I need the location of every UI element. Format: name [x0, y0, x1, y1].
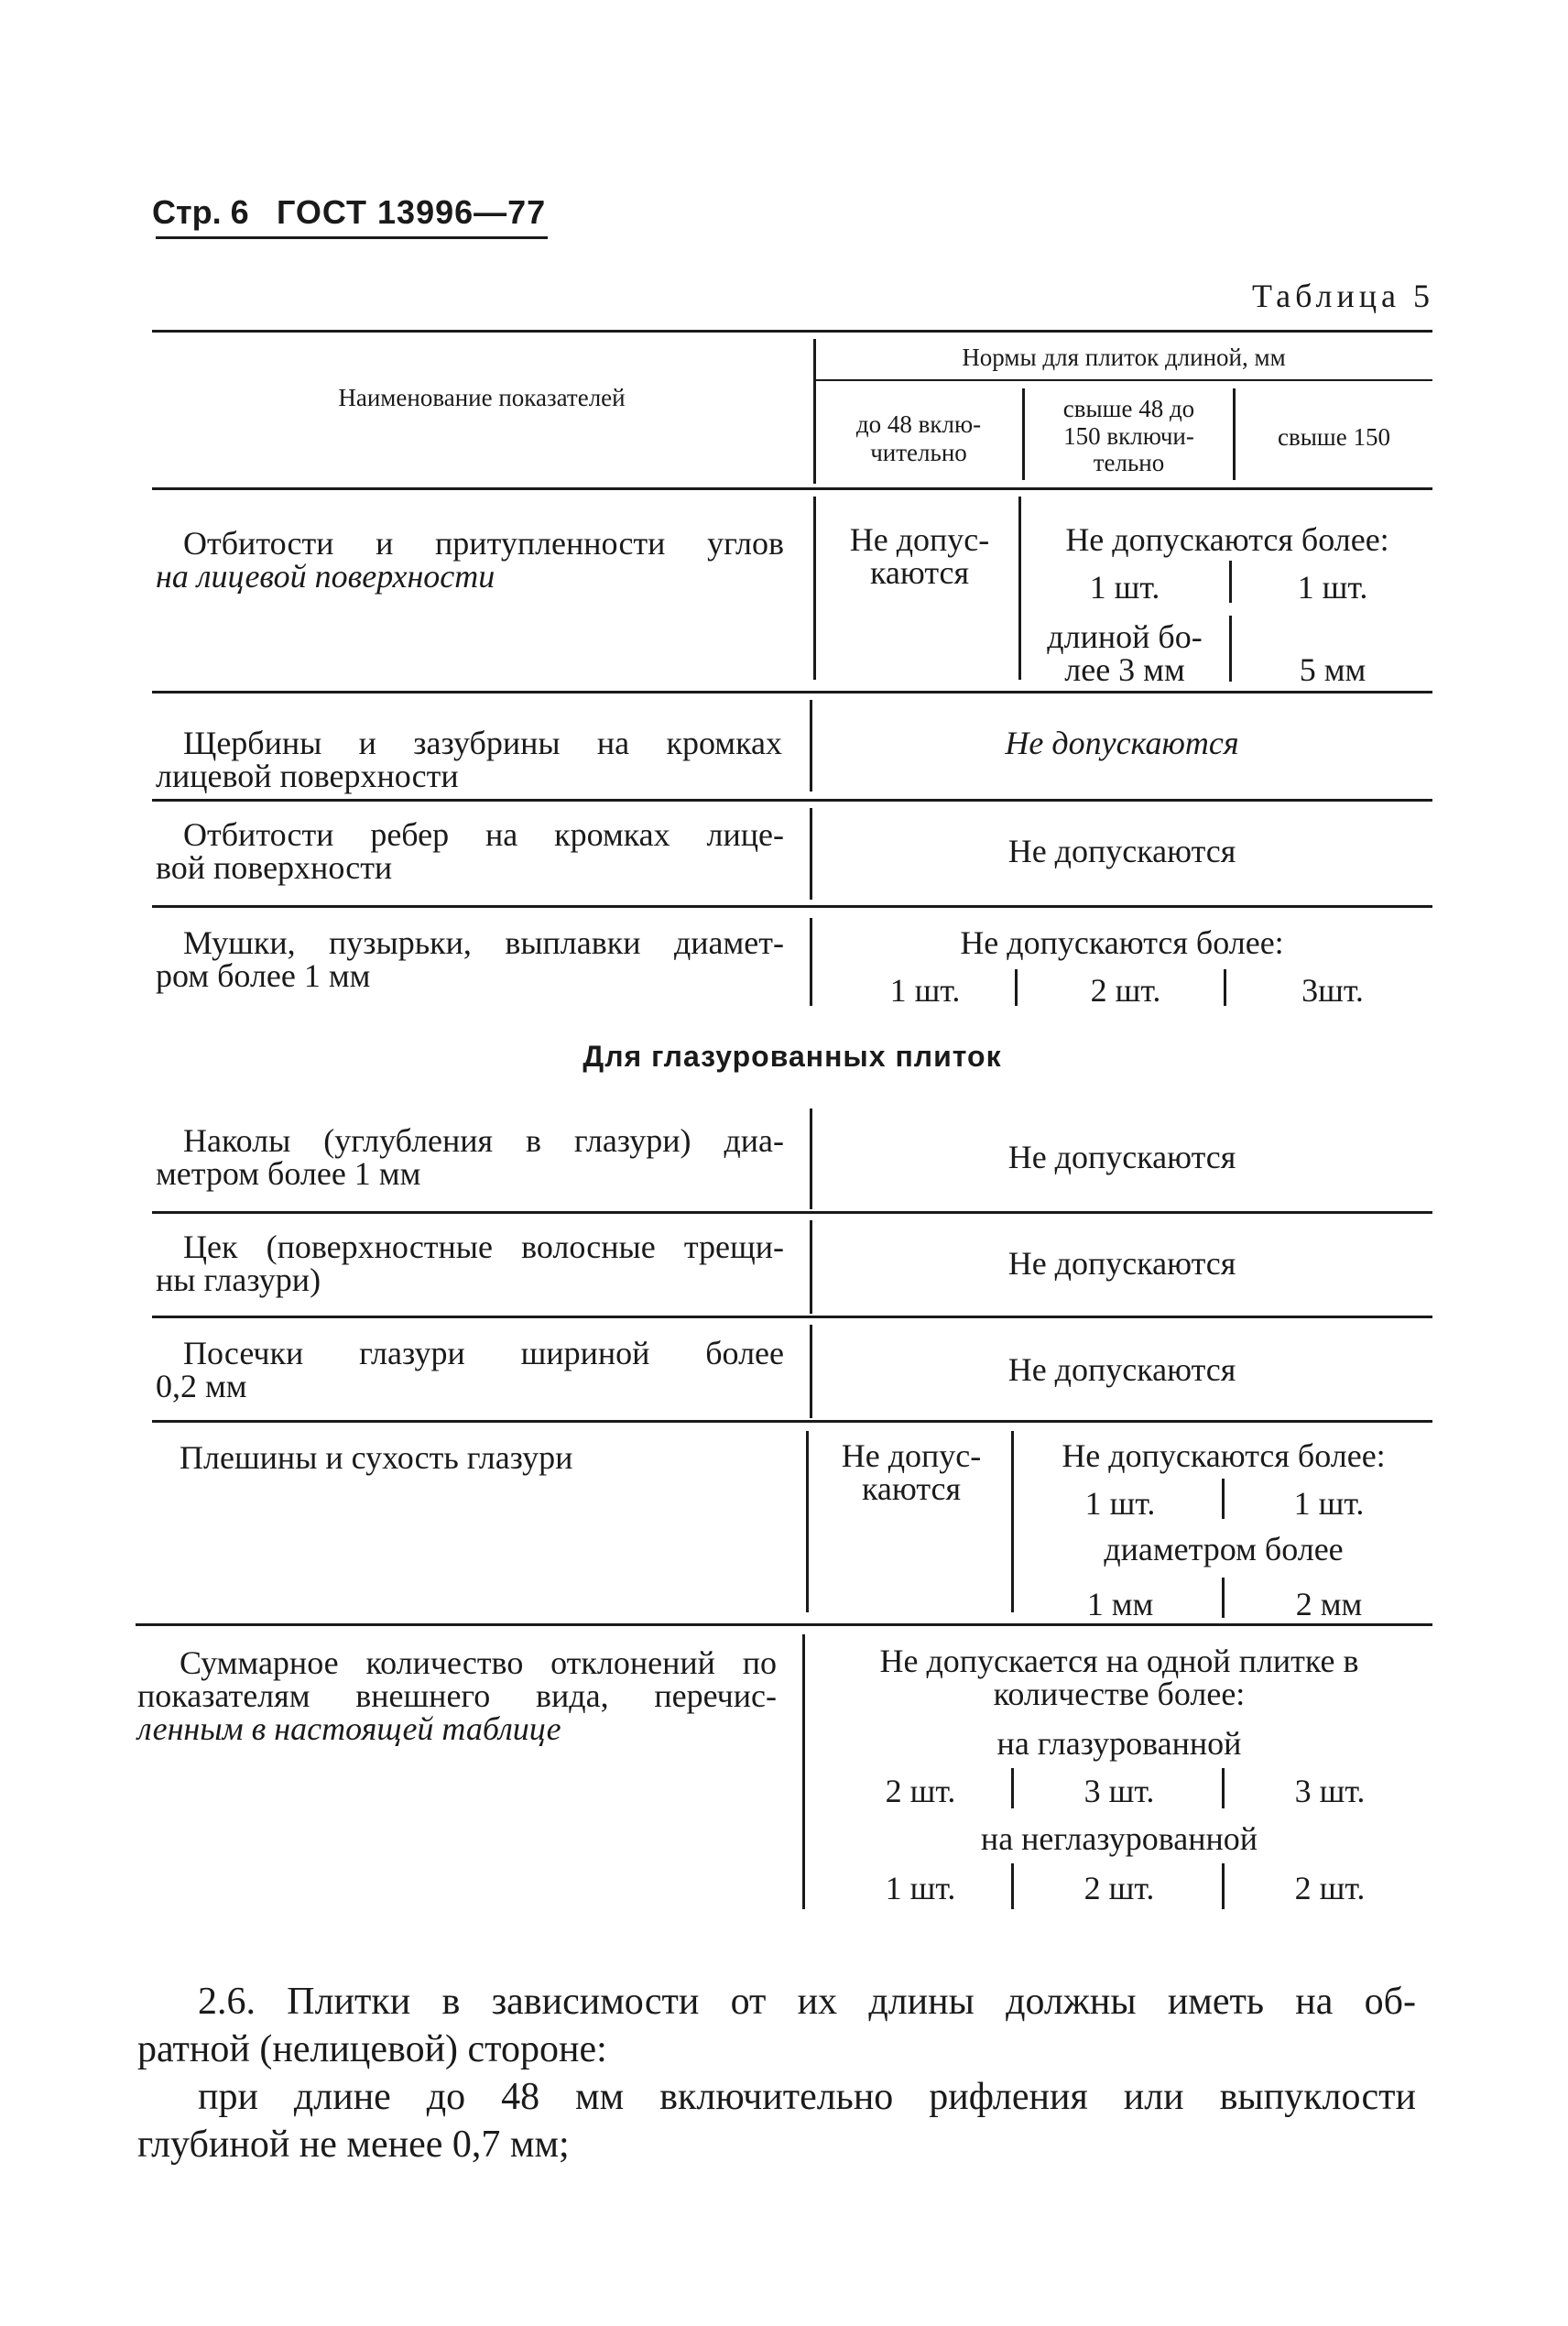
row-value: Не допускаются	[1007, 1351, 1236, 1388]
row-value: 1 шт.	[889, 972, 961, 1009]
row-name: ленным в настоящей таблице	[137, 1710, 561, 1747]
row-value: Не допус-	[849, 521, 990, 558]
row-value: 2 шт.	[1083, 1870, 1155, 1906]
row-divider	[1229, 616, 1232, 682]
row-value: 2 шт.	[1090, 972, 1161, 1009]
row-value: на неглазурованной	[980, 1820, 1258, 1857]
row-value: каются	[861, 1470, 962, 1507]
row-value: Не допус-	[841, 1437, 982, 1474]
row-value: 2 шт.	[885, 1773, 956, 1809]
row-divider	[1011, 1768, 1014, 1808]
row-rule	[136, 1623, 1432, 1626]
row-value: 1 шт.	[1089, 569, 1160, 606]
row-value: 1 шт.	[1293, 1485, 1365, 1522]
row-value: 1 шт.	[885, 1870, 956, 1906]
row-name: Цек (поверхностные волосные трещи-	[183, 1229, 784, 1265]
row-divider	[1222, 1479, 1225, 1519]
row-divider	[1222, 1768, 1225, 1808]
row-value: 1 шт.	[1297, 569, 1368, 606]
row-rule	[152, 1420, 1432, 1423]
table-top-rule	[152, 330, 1432, 333]
row-name: лицевой поверхности	[156, 758, 459, 794]
header-underline	[156, 236, 548, 239]
row-value: длиной бо-	[1047, 618, 1203, 655]
row-value: лее 3 мм	[1064, 651, 1185, 688]
row-divider	[1015, 969, 1018, 1006]
row-divider	[1229, 561, 1232, 603]
page-number: Стр. 6	[152, 193, 249, 231]
row-value: Не допускаются	[1005, 725, 1239, 761]
paragraph-line: 2.6. Плитки в зависимости от их длины должны иметь на об-	[198, 1981, 1416, 2023]
row-value: количестве более:	[993, 1676, 1246, 1712]
paragraph-line: ратной (нелицевой) стороне:	[137, 2028, 607, 2070]
section-heading: Для глазурованных плиток	[583, 1040, 1002, 1073]
row-value: Не допускаются более:	[1062, 1437, 1386, 1474]
row-value: 3 шт.	[1294, 1773, 1366, 1809]
row-name: Щербины и зазубрины на кромках	[183, 725, 782, 761]
row-name: Отбитости ребер на кромках лице-	[183, 816, 784, 853]
row-name: Суммарное количество отклонений по	[180, 1644, 777, 1681]
row-rule	[152, 1211, 1432, 1214]
col3-header: свыше 150	[1278, 423, 1390, 451]
col1-header: до 48 вклю- чительно	[855, 410, 982, 467]
row-divider	[1222, 1863, 1225, 1909]
row-divider	[1222, 1578, 1225, 1618]
row-name: ны глазури)	[156, 1261, 321, 1298]
row-name: метром более 1 мм	[156, 1155, 421, 1192]
row-divider	[1018, 497, 1021, 680]
row-name: 0,2 мм	[156, 1368, 247, 1404]
row-value: Не допускаются	[1007, 833, 1236, 869]
row-name: вой поверхности	[156, 849, 393, 886]
row-value: на глазурованной	[996, 1725, 1242, 1762]
row-value: Не допускаются более:	[960, 924, 1284, 961]
row-value: 3шт.	[1301, 972, 1364, 1009]
row-value: Не допускаются более:	[1065, 521, 1389, 558]
table-caption: Таблица 5	[1252, 278, 1434, 314]
col2-header: свыше 48 до 150 включи- тельно	[1062, 395, 1195, 477]
row-name: на лицевой поверхности	[156, 558, 495, 595]
row-value: 1 шт.	[1084, 1485, 1156, 1522]
row-value: 2 мм	[1295, 1586, 1363, 1622]
row-name: Отбитости и притупленности углов	[183, 525, 784, 562]
row-name: Плешины и сухость глазури	[180, 1439, 573, 1476]
row-value: 3 шт.	[1083, 1773, 1155, 1809]
row-value: 1 мм	[1086, 1586, 1154, 1622]
norms-header: Нормы для плиток длиной, мм	[962, 344, 1286, 371]
row-value: Не допускаются	[1007, 1245, 1236, 1282]
row-rule	[152, 691, 1432, 693]
row-divider	[802, 1634, 805, 1909]
row-name: Посечки глазури шириной более	[183, 1335, 784, 1371]
paragraph-line: глубиной не менее 0,7 мм;	[137, 2124, 570, 2166]
row-rule	[152, 1316, 1432, 1318]
row-name: Мушки, пузырьки, выплавки диамет-	[183, 924, 784, 961]
row-rule	[152, 799, 1432, 802]
doc-code: ГОСТ 13996—77	[277, 193, 547, 231]
name-column-header: Наименование показателей	[338, 384, 626, 411]
row-value: каются	[869, 554, 970, 591]
row-value: диаметром более	[1104, 1531, 1344, 1567]
row-divider	[1011, 1431, 1014, 1612]
norms-underline	[815, 379, 1432, 381]
row-rule	[152, 905, 1432, 908]
row-value: Не допускается на одной плитке в	[879, 1643, 1359, 1679]
row-name: показателям внешнего вида, перечис-	[137, 1677, 777, 1714]
paragraph-line: при длине до 48 мм включительно рифления или выпуклости	[198, 2076, 1416, 2118]
row-divider	[1011, 1863, 1014, 1909]
header-bottom-rule	[152, 487, 1432, 490]
row-value: 2 шт.	[1294, 1870, 1366, 1906]
row-value: Не допускаются	[1007, 1139, 1236, 1175]
row-value: 5 мм	[1299, 651, 1367, 688]
row-divider	[1224, 969, 1226, 1006]
row-name: ром более 1 мм	[156, 957, 371, 994]
row-name: Наколы (углубления в глазури) диа-	[183, 1122, 784, 1159]
